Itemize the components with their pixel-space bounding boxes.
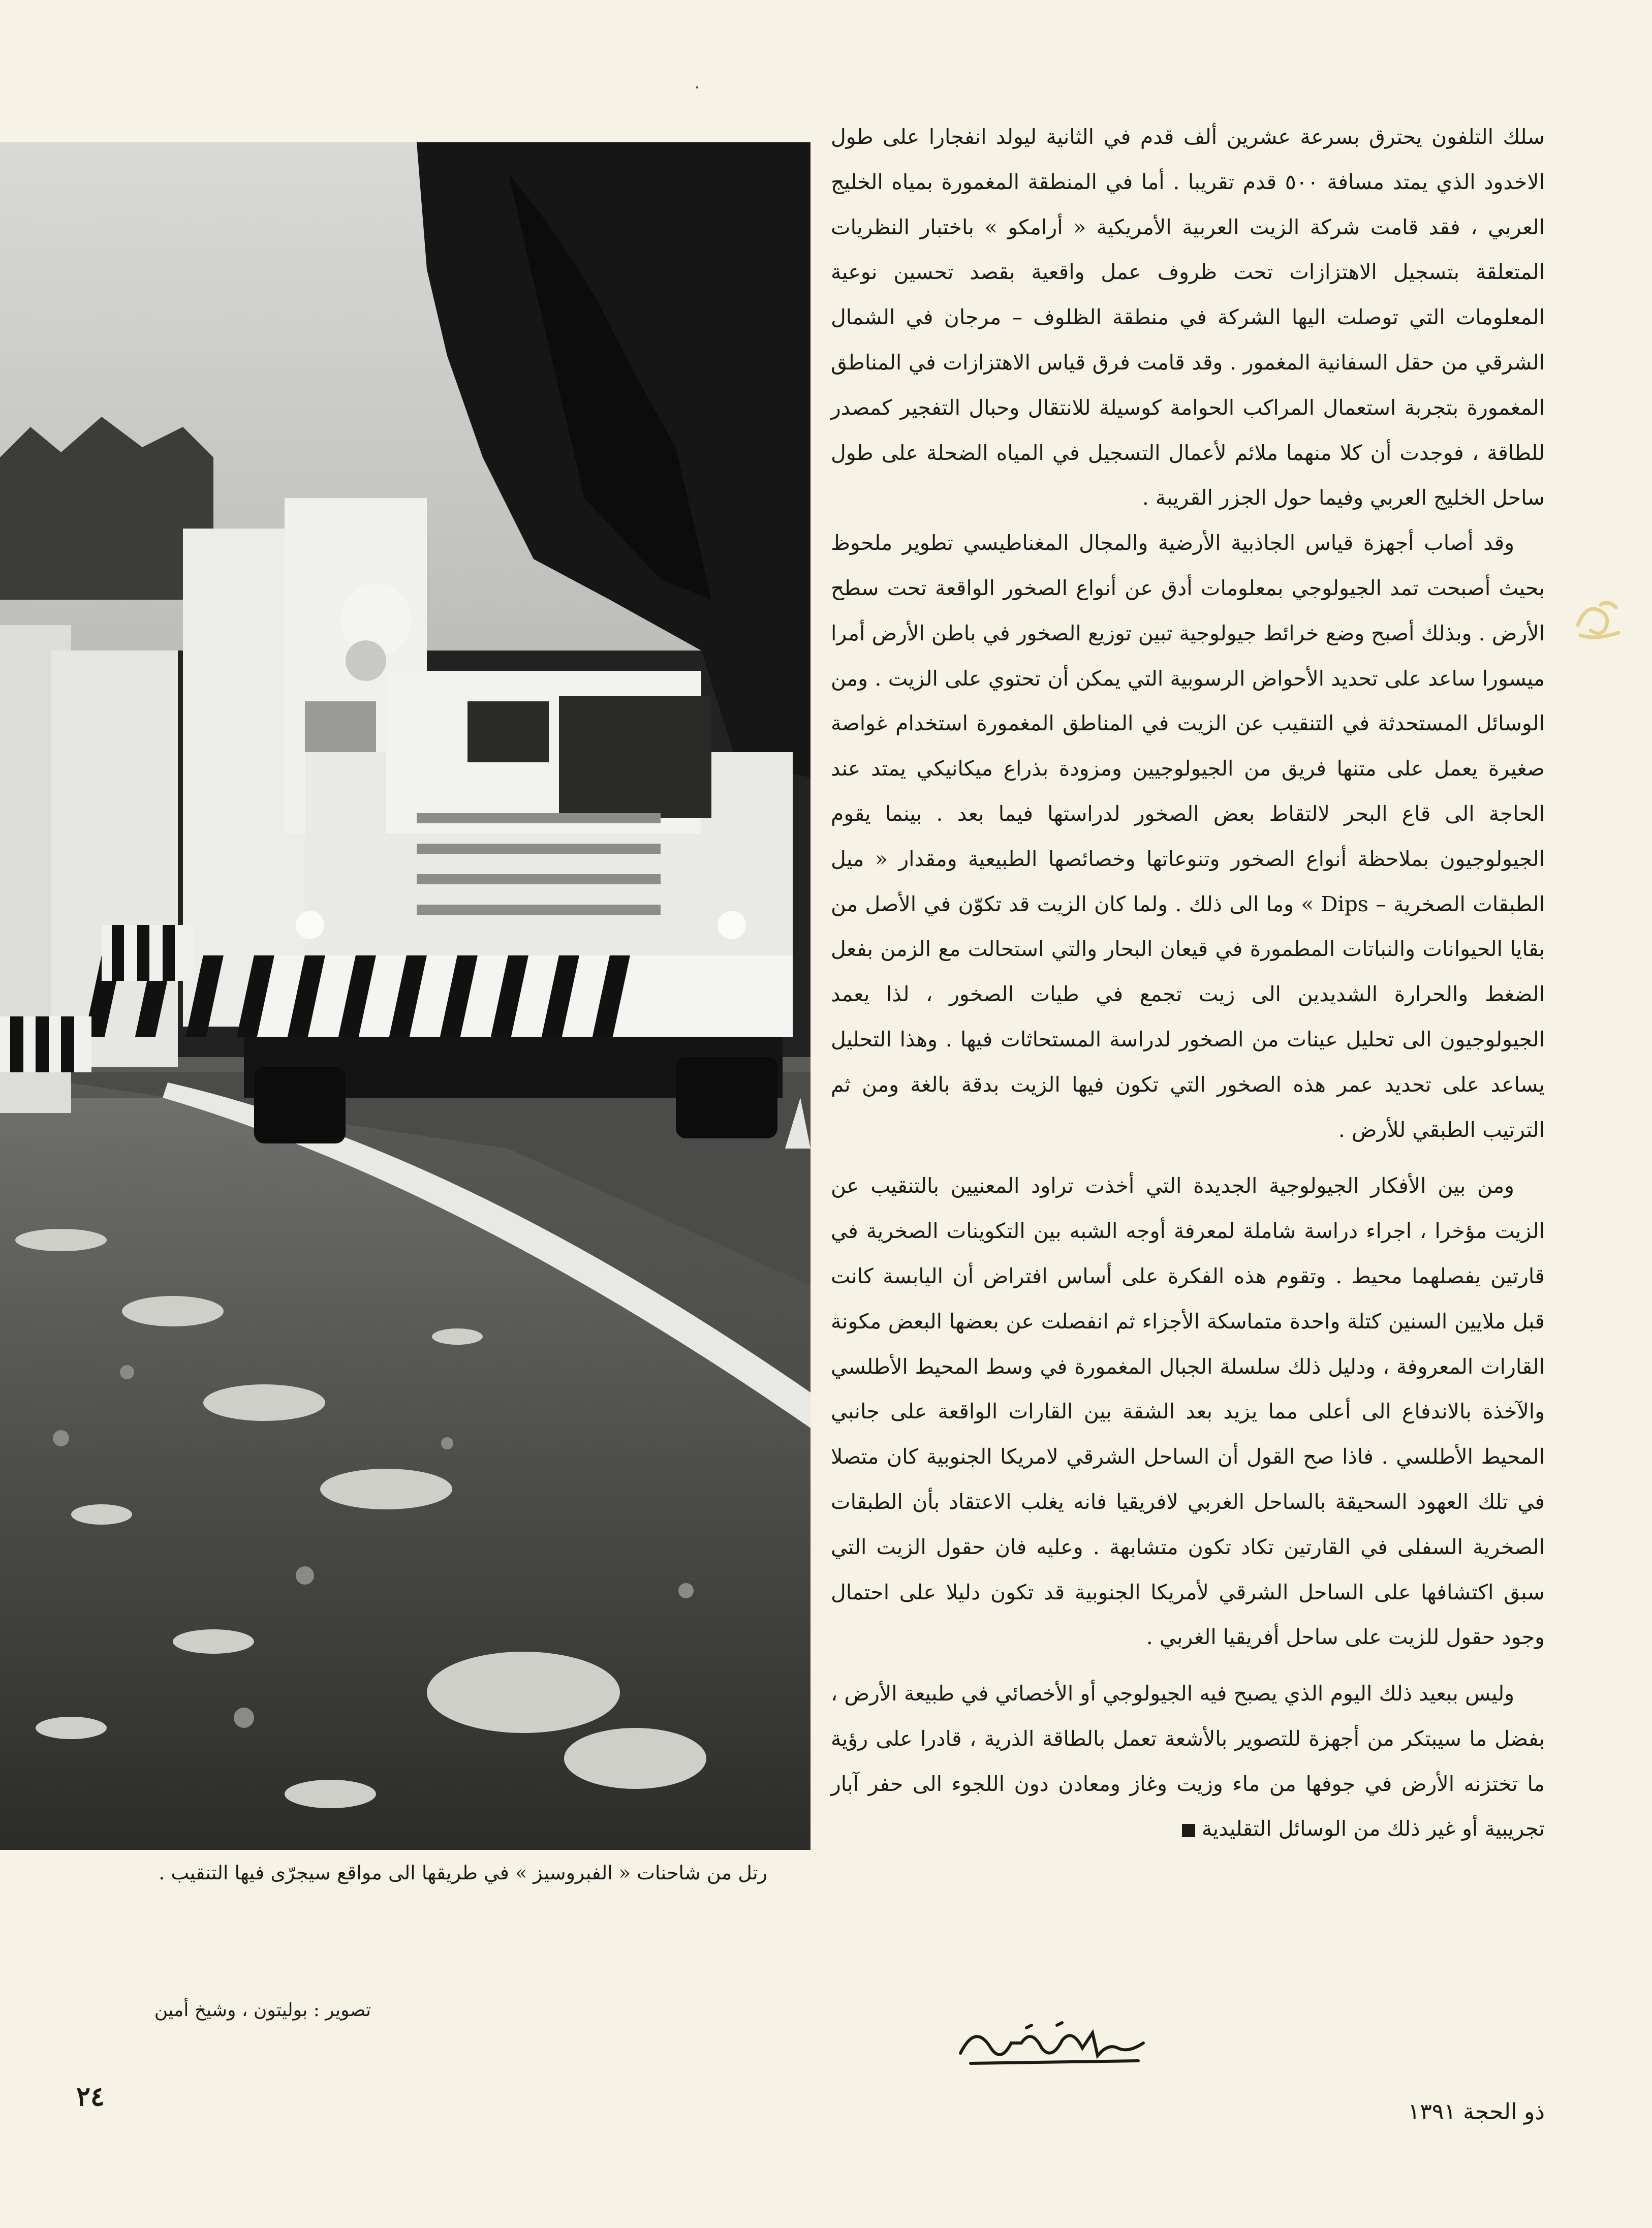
truck-convoy-photo xyxy=(0,142,811,1850)
end-of-article-square-icon xyxy=(1182,1824,1195,1837)
photo-credit: تصوير : بوليتون ، وشيخ أمين xyxy=(154,2000,371,2021)
photo-caption: رتل من شاحنات « الفبروسيز » في طريقها الى مواقع سيجرّى فيها التنقيب . xyxy=(159,1862,767,1884)
issue-date: ذو الحجة ١٣٩١ xyxy=(1408,2099,1545,2125)
article-paragraph-text: وليس ببعيد ذلك اليوم الذي يصبح فيه الجيولوجي أو الأخصائي في طبيعة الأرض ، بفضل ما سيبتكر من أجهزة للتصوير بالأشعة تعمل بالطاقة الذرية ، قادرا على رؤية ما تختزنه الأرض في جوفها من ماء وزيت وغاز ومعادن دون اللجوء الى حفر آبار تجريبية أو غير ذلك من الوسائل التقليدية xyxy=(831,1681,1545,1841)
article-paragraph: وقد أصاب أجهزة قياس الجاذبية الأرضية والمجال المغناطيسي تطوير ملحوظ بحيث أصبحت تمد الجيولوجي بمعلومات أدق عن أنواع الصخور الواقعة تحت سطح الأرض . وبذلك أصبح وضع خرائط جيولوجية تبين توزيع الصخور في باطن الأرض أمرا ميسورا ساعد على تحديد الأحواض الرسوبية التي يمكن أن تحتوي على الزيت . ومن الوسائل المستحدثة في التنقيب عن الزيت في المناطق المغمورة استخدام غواصة صغيرة يعمل على متنها فريق من الجيولوجيين ومزودة بذراع ميكانيكي يمتد عند الحاجة الى قاع البحر لالتقاط بعض الصخور لدراستها فيما بعد . بينما يقوم الجيولوجيون بملاحظة أنواع الصخور وتنوعاتها وخصائصها الطبيعية ومقدار « ميل الطبقات الصخرية – Dips » وما الى ذلك . ولما كان الزيت قد تكوّن في الأصل من بقايا الحيوانات والنباتات المطمورة في قيعان البحار والتي استحالت مع الزمن بفعل الضغط والحرارة الشديدين الى زيت تجمع في طيات الصخور ، لذا يعمد الجيولوجيون الى تحليل عينات من الصخور لدراسة المستحاثات فيها . وهذا التحليل يساعد على تحديد عمر هذه الصخور التي تكون فيها الزيت بدقة بالغة ومن ثم الترتيب الطبقي للأرض . xyxy=(831,531,1545,1142)
article-paragraph: سلك التلفون يحترق بسرعة عشرين ألف قدم في الثانية ليولد انفجارا على طول الاخدود الذي يمتد مسافة ٥٠٠ قدم تقريبا . أما في المنطقة المغمورة بمياه الخليج العربي ، فقد قامت شركة الزيت العربية الأمريكية « أرامكو » باختبار النظريات المتعلقة بتسجيل الاهتزازات تحت ظروف عمل واقعية بقصد تحسين نوعية المعلومات التي توصلت اليها الشركة في منطقة الظلوف – مرجان في الشمال الشرقي من حقل السفانية المغمور . وقد قامت فرق قياس الاهتزازات في المناطق المغمورة بتجربة استعمال المراكب الحوامة كوسيلة للانتقال وحبال التفجير كمصدر للطاقة ، فوجدت أن كلا منهما ملائم لأعمال التسجيل في المياه الضحلة على طول ساحل الخليج العربي وفيما حول الجزر القريبة . xyxy=(831,125,1545,510)
article-body xyxy=(831,114,1545,1851)
print-speck xyxy=(696,86,698,88)
article-paragraph: ومن بين الأفكار الجيولوجية الجديدة التي أخذت تراود المعنيين بالتنقيب عن الزيت مؤخرا ، اجراء دراسة شاملة لمعرفة أوجه الشبه بين التكوينات الصخرية في قارتين يفصلهما محيط . وتقوم هذه الفكرة على أساس افتراض أن اليابسة كانت قبل ملايين السنين كتلة واحدة متماسكة الأجزاء ثم انفصلت عن بعضها البعض مكونة القارات المعروفة ، ودليل ذلك سلسلة الجبال المغمورة في وسط المحيط الأطلسي والآخذة بالاندفاع الى أعلى مما يزيد بعد الشقة بين القارات الواقعة على جانبي المحيط الأطلسي . فاذا صح القول أن الساحل الشرقي لامريكا الجنوبية كان متصلا في تلك العهود السحيقة بالساحل الغربي لافريقيا فانه يغلب الاعتقاد بأن الطبقات الصخرية السفلى في القارتين تكاد تكون متشابهة . وعليه فان حقول الزيت التي سبق اكتشافها على الساحل الشرقي لأمريكا الجنوبية قد تكون دليلا على احتمال وجود حقول للزيت على ساحل أفريقيا الغربي . xyxy=(831,1173,1545,1650)
author-signature xyxy=(955,2013,1148,2079)
page-number: ٢٤ xyxy=(76,2081,105,2112)
margin-stamp-mark xyxy=(1570,590,1626,645)
article-paragraph xyxy=(831,1671,1545,1851)
